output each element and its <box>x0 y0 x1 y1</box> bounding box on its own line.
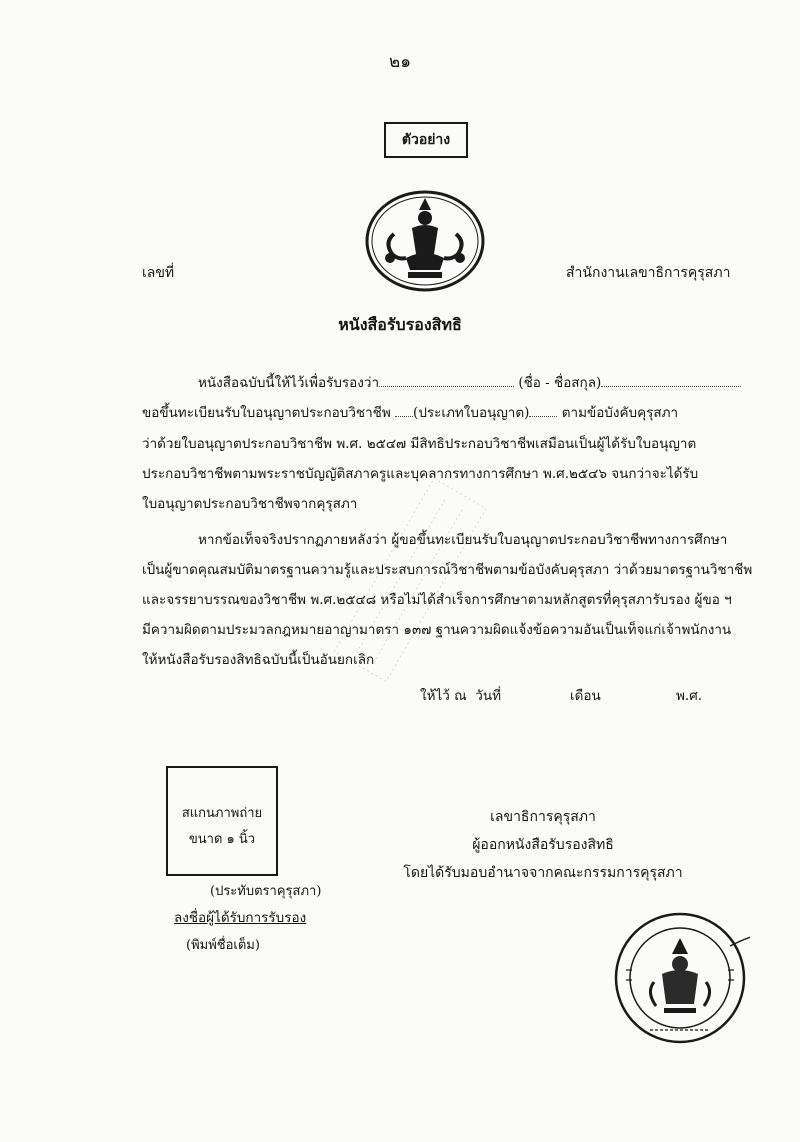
day-label: วันที่ <box>475 688 501 704</box>
signatory-role: ผู้ออกหนังสือรับรองสิทธิ <box>472 837 614 853</box>
paragraph-2-line-4: มีความผิดตามประมวลกฎหมายอาญามาตรา ๑๓๗ ฐานความผิดแจ้งข้อความอันเป็นเท็จแก่เจ้าพนักงาน <box>142 622 732 638</box>
paragraph-1-line-2 <box>142 401 678 423</box>
regulation-text: ตามข้อบังคับคุรุสภา <box>561 405 679 421</box>
applicant-signature-label: ลงชื่อผู้ได้รับการรับรอง <box>174 910 307 926</box>
paragraph-1-line-3: ว่าด้วยใบอนุญาตประกอบวิชาชีพ พ.ศ. ๒๕๔๗ มีสิทธิประกอบวิชาชีพเสมือนเป็นผู้ได้รับใบอนุญาต <box>142 436 697 452</box>
khurusapha-emblem-icon <box>362 188 488 294</box>
signatory-delegation: โดยได้รับมอบอำนาจจากคณะกรรมการคุรุสภา <box>403 865 683 881</box>
office-name: สำนักงานเลขาธิการคุรุสภา <box>566 265 731 281</box>
school-round-seal-icon <box>610 908 750 1048</box>
photo-scan-label: สแกนภาพถ่าย <box>181 806 263 821</box>
paragraph-2-line-2: เป็นผู้ขาดคุณสมบัติมาตรฐานความรู้และประสบการณ์วิชาชีพตามข้อบังคับคุรุสภา ว่าด้วยมาตรฐานวิชาชีพ <box>142 562 753 578</box>
print-full-name-label: (พิมพ์ชื่อเต็ม) <box>186 938 260 953</box>
given-at-label: ให้ไว้ ณ <box>420 688 467 704</box>
photo-size-label: ขนาด ๑ นิ้ว <box>188 832 256 847</box>
stamp-note: (ประทับตราคุรุสภา) <box>210 884 322 899</box>
paragraph-1-line-4: ประกอบวิชาชีพตามพระราชบัญญัติสภาครูและบุคลากรทางการศึกษา พ.ศ.๒๕๔๖ จนกว่าจะได้รับ <box>142 466 699 482</box>
paragraph-2-line-3: และจรรยาบรรณของวิชาชีพ พ.ศ.๒๕๔๘ หรือไม่ได้สำเร็จการศึกษาตามหลักสูตรที่คุรุสภารับรอง ผู้ขอ ฯ <box>142 592 732 608</box>
license-type-placeholder: (ประเภทใบอนุญาต) <box>413 405 530 421</box>
sample-label: ตัวอย่าง <box>401 132 451 148</box>
faint-stamp-watermark <box>290 470 530 690</box>
sample-label-box <box>384 122 468 158</box>
page-number: ๒๑ <box>389 52 411 72</box>
document-number-label: เลขที่ <box>142 265 175 281</box>
paragraph-2-line-5: ให้หนังสือรับรองสิทธิฉบับนี้เป็นอันยกเลิก <box>142 652 375 668</box>
paragraph-1-line-1 <box>198 371 741 393</box>
year-label: พ.ศ. <box>676 688 703 704</box>
month-label: เดือน <box>570 688 601 704</box>
document-title: หนังสือรับรองสิทธิ <box>338 315 462 334</box>
register-text: ขอขึ้นทะเบียนรับใบอนุญาตประกอบวิชาชีพ <box>142 405 391 421</box>
certify-lead-text: หนังสือฉบับนี้ให้ไว้เพื่อรับรองว่า <box>198 375 380 391</box>
paragraph-1-line-5: ใบอนุญาตประกอบวิชาชีพจากคุรุสภา <box>142 496 358 512</box>
signatory-title: เลขาธิการคุรุสภา <box>490 809 596 825</box>
name-placeholder: (ชื่อ - ชื่อสกุล) <box>518 375 602 391</box>
paragraph-2-line-1: หากข้อเท็จจริงปรากฏภายหลังว่า ผู้ขอขึ้นทะเบียนรับใบอนุญาตประกอบวิชาชีพทางการศึกษา <box>198 532 728 548</box>
